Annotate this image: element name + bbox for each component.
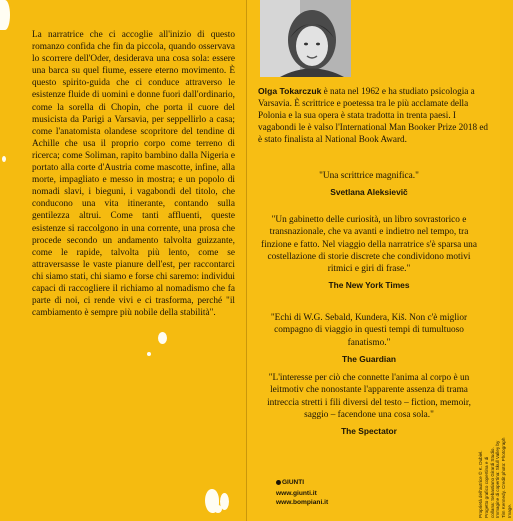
decorative-blob [2,156,6,162]
author-name: Olga Tokarczuk [258,86,322,96]
author-bio-text: è nata nel 1962 e ha studiato psicologia a Varsavia. È scrittrice e poetessa tra le più acclamate della Polonia e la sua opera è stata tradotta in trenta paesi. I vagabondi le è valso l'International Man Booker Prize 2018 ed è stato finalista al National Book Award. [258,86,489,144]
quote-text: "L'interesse per ciò che connette l'anima al corpo è un leitmotiv che nonostante l'apparente assenza di trama intreccia stretti i fili diversi del testo – fiction, memoir, saggio – facendone una cosa sola." [267,373,471,420]
decorative-blob [214,505,222,513]
review-quote [254,372,484,436]
author-bio [258,85,490,145]
decorative-blob [0,0,10,30]
credit-line: Tim Kennedy. Credit photo: Photograph [501,437,507,518]
publisher-mark-icon [276,480,281,485]
quote-source: The Spectator [341,426,397,437]
decorative-blob [147,352,151,356]
quote-text: "Echi di W.G. Sebald, Kundera, Kiš. Non c'è miglior compagno di viaggio in questi tempi di tumultuoso fanatismo." [270,313,468,348]
quote-source: The Guardian [342,353,396,364]
publisher-name: GIUNTI [282,479,305,486]
credit-line: collana: Sebastiano Girardi Studio. [489,447,495,518]
credit-line: Progetto grafico copertina e di [483,456,489,518]
publisher-urls [276,490,328,507]
credit-line: Proprietà dell'autrice © K. Dubiel. [478,450,483,518]
synopsis-text: La narratrice che ci accoglie all'inizio di questo romanzo confida che fin da piccola, quando osservava lo scorrere dell'Oder, desiderava una cosa sola: essere una barca su quel fiume, essere eterno movimento. È questo spirito-guida che ci conduce attraverso le esistenze fluide di uomini e donne fuori dall'ordinario, come la sorella di Chopin, che porta il cuore del musicista da Parigi a Varsavia, per seppellirlo a casa; come l'anatomista olandese scopritore del tendine di Achille che usa il proprio corpo come terreno di ricerca; come Soliman, rapito bambino dalla Nigeria e portato alla corte d'Austria come mascotte, infine, alla morte, impagliato e messo in mostra; e un popolo di nomadi slavi, i bieguni, i vagabondi del titolo, che conducono una vita itinerante, contando sulla gentilezza altrui. Come tanti affluenti, queste esistenze si raccolgono in una corrente, una prosa che procede secondo un andamento talvolta guizzante, come le rapide, talvolta più lento, come se attraversasse le vaste pianure dell'est, per raccontarci chi siamo stati, chi siamo e forse chi saremo: individui capaci di raccogliere il richiamo al nomadismo che fa parte di noi, ci rende vivi e ci trasforma, perché "il cambiamento è sempre più nobile della stabilità". [32,30,235,319]
url-bompiani[interactable]: www.bompiani.it [276,498,329,506]
review-quote [254,214,484,290]
decorative-blob [158,332,167,344]
credit-line: Image. [506,503,512,518]
image-credits [478,398,513,518]
quote-source: The New York Times [328,280,410,291]
credit-line: Immagine di copertina: Skull Valley by [495,440,501,518]
publisher-logo [276,479,304,486]
quote-source: Svetlana Aleksievič [330,187,408,198]
author-photo [260,0,351,77]
quote-text: "Un gabinetto delle curiosità, un libro sovrastorico e transnazionale, che va avanti e indietro nel tempo, tra finzione e fatto. Nel viaggio della narratrice s'è sparsa una costellazione di storie discrete che condividono motivi ritmici e giri di frase." [261,215,477,275]
review-quote [254,170,484,197]
quote-text: "Una scrittrice magnifica." [319,171,419,181]
review-quote [254,312,484,364]
url-giunti[interactable]: www.giunti.it [276,490,317,497]
